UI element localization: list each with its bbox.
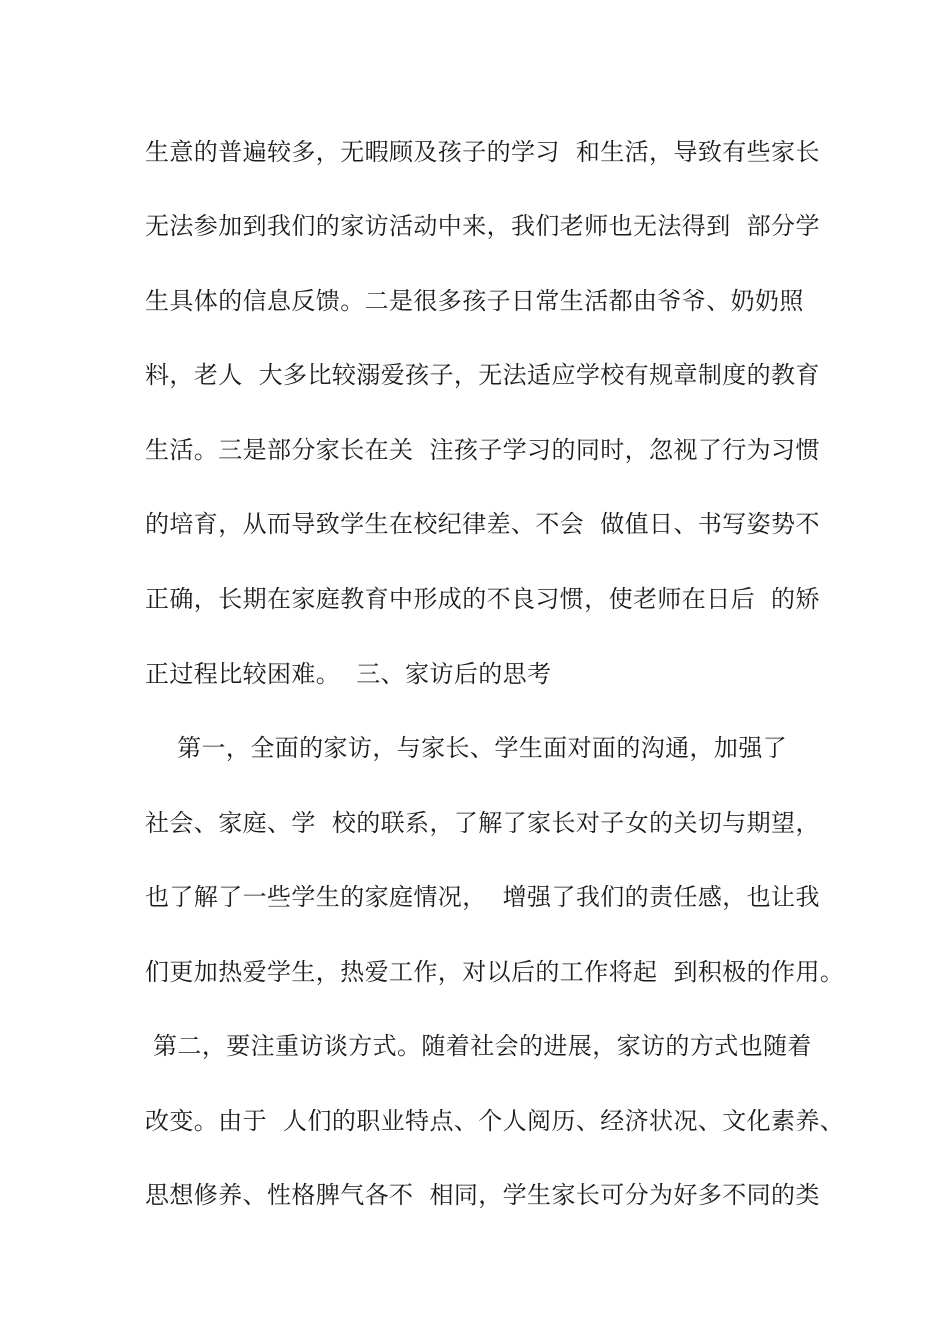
text-line: 正确，长期在家庭教育中形成的不良习惯，使老师在日后 的矫 (145, 585, 820, 613)
text-line: 正过程比较困难。 三、家访后的思考 (145, 660, 552, 688)
text-line: 社会、家庭、学 校的联系，了解了家长对子女的关切与期望， (145, 809, 820, 837)
text-line: 无法参加到我们的家访活动中来，我们老师也无法得到 部分学 (145, 212, 820, 240)
text-line: 第二，要注重访谈方式。随着社会的进展，家访的方式也随着 (145, 1032, 812, 1060)
text-line: 料，老人 大多比较溺爱孩子，无法适应学校有规章制度的教育 (145, 361, 820, 389)
text-line: 改变。由于 人们的职业特点、个人阅历、经济状况、文化素养、 (145, 1107, 845, 1135)
paragraph-first-line: 第一，全面的家访，与家长、学生面对面的沟通，加强了 (145, 734, 788, 762)
text-line: 思想修养、性格脾气各不 相同，学生家长可分为好多不同的类 (145, 1181, 820, 1209)
text-line: 们更加热爱学生，热爱工作，对以后的工作将起 到积极的作用。 (145, 958, 845, 986)
text-line: 也了解了一些学生的家庭情况， 增强了我们的责任感，也让我 (145, 883, 820, 911)
text-line: 生活。三是部分家长在关 注孩子学习的同时，忽视了行为习惯 (145, 436, 820, 464)
text-line: 的培育，从而导致学生在校纪律差、不会 做值日、书写姿势不 (145, 510, 820, 538)
text-line: 生具体的信息反馈。二是很多孩子日常生活都由爷爷、奶奶照 (145, 287, 804, 315)
text-line: 生意的普遍较多，无暇顾及孩子的学习 和生活，导致有些家长 (145, 138, 820, 166)
